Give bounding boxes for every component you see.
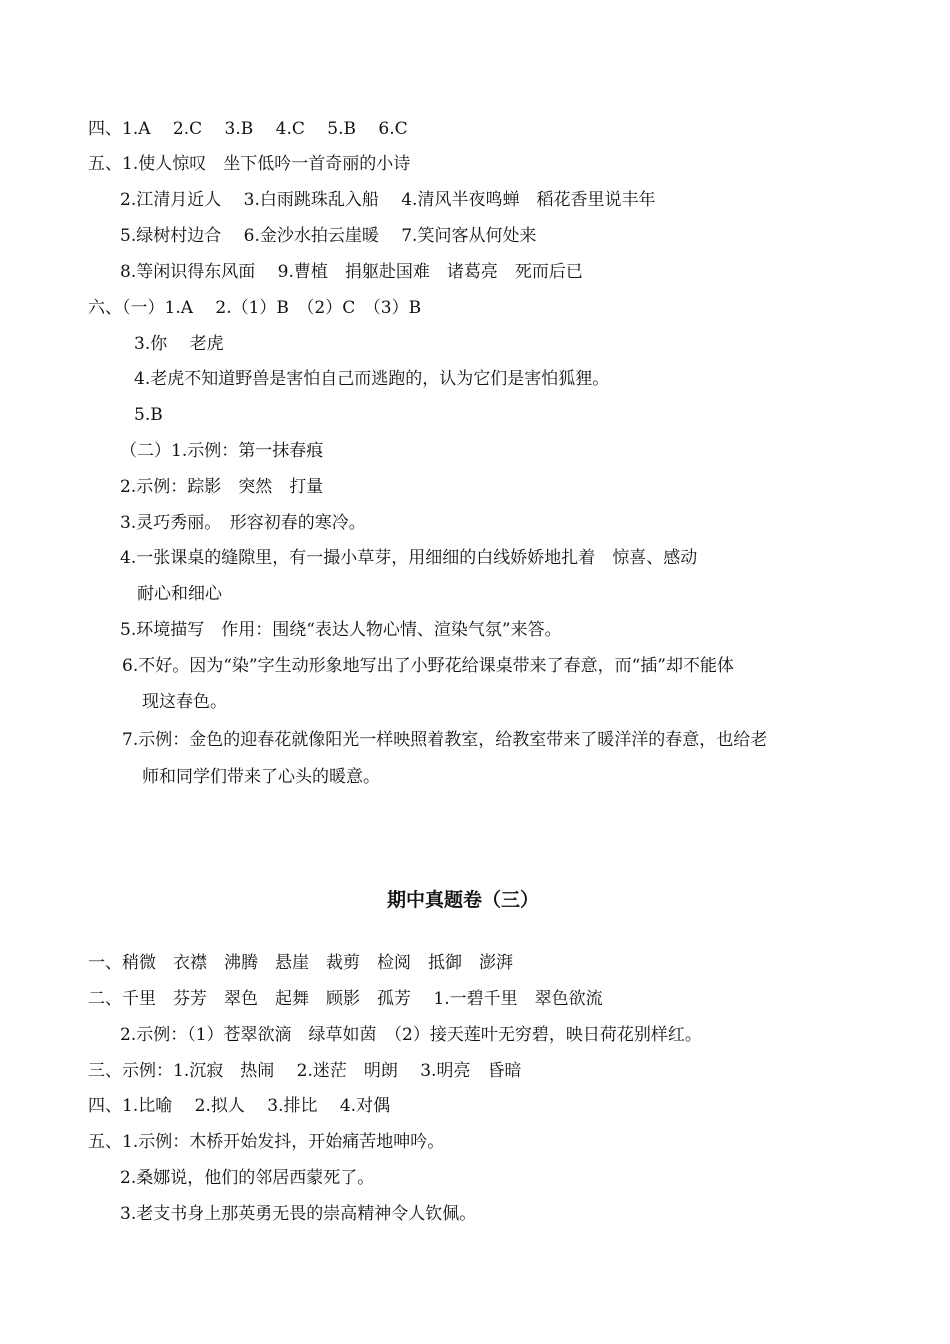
answer-line: 2.江清月近人 3.白雨跳珠乱入船 4.清风半夜鸣蝉 稻花香里说丰年 <box>120 190 656 210</box>
answer-line: 2.示例：踪影 突然 打量 <box>120 477 324 497</box>
answer-line: 4.老虎不知道野兽是害怕自己而逃跑的，认为它们是害怕狐狸。 <box>134 369 610 389</box>
section-title: 期中真题卷（三） <box>387 889 540 911</box>
answer-line: 8.等闲识得东风面 9.曹植 捐躯赴国难 诸葛亮 死而后已 <box>120 262 583 282</box>
answer-line: 5.环境描写 作用：围绕“表达人物心情、渲染气氛”来答。 <box>120 620 562 640</box>
answer-line: 3.灵巧秀丽。 形容初春的寒冷。 <box>120 513 366 533</box>
answer-line: 六、（一）1.A 2.（1）B （2）C （3）B <box>88 298 422 318</box>
answer-line: 四、1.比喻 2.拟人 3.排比 4.对偶 <box>88 1096 391 1116</box>
answer-line: 耐心和细心 <box>137 584 222 604</box>
answer-line: 现这春色。 <box>142 692 227 712</box>
answer-line: 二、千里 芬芳 翠色 起舞 顾影 孤芳 1.一碧千里 翠色欲流 <box>88 989 603 1009</box>
answer-line: 三、示例：1.沉寂 热闹 2.迷茫 明朗 3.明亮 昏暗 <box>88 1061 522 1081</box>
answer-line: 四、1.A 2.C 3.B 4.C 5.B 6.C <box>88 119 408 139</box>
answer-line: 五、1.示例：木桥开始发抖，开始痛苦地呻吟。 <box>88 1132 445 1152</box>
answer-line: 4.一张课桌的缝隙里，有一撮小草芽，用细细的白线娇娇地扎着 惊喜、感动 <box>120 548 698 568</box>
answer-line: 3.老支书身上那英勇无畏的崇高精神令人钦佩。 <box>120 1204 477 1224</box>
answer-line: 师和同学们带来了心头的暖意。 <box>142 767 380 787</box>
answer-line: 5.绿树村边合 6.金沙水拍云崖暖 7.笑问客从何处来 <box>120 226 537 246</box>
answer-line: 2.桑娜说，他们的邻居西蒙死了。 <box>120 1168 375 1188</box>
answer-line: （二）1.示例：第一抹春痕 <box>120 441 324 461</box>
answer-line: 五、1.使人惊叹 坐下低吟一首奇丽的小诗 <box>88 154 411 174</box>
answer-line: 5.B <box>134 405 163 425</box>
answer-line: 6.不好。因为“染”字生动形象地写出了小野花给课桌带来了春意，而“插”却不能体 <box>122 656 734 676</box>
answer-line: 3.你 老虎 <box>134 334 224 354</box>
answer-line: 2.示例：（1）苍翠欲滴 绿草如茵 （2）接天莲叶无穷碧，映日荷花别样红。 <box>120 1025 702 1045</box>
answer-line: 一、稍微 衣襟 沸腾 悬崖 裁剪 检阅 抵御 澎湃 <box>88 953 513 973</box>
answer-line: 7.示例：金色的迎春花就像阳光一样映照着教室，给教室带来了暖洋洋的春意，也给老 <box>122 730 768 750</box>
